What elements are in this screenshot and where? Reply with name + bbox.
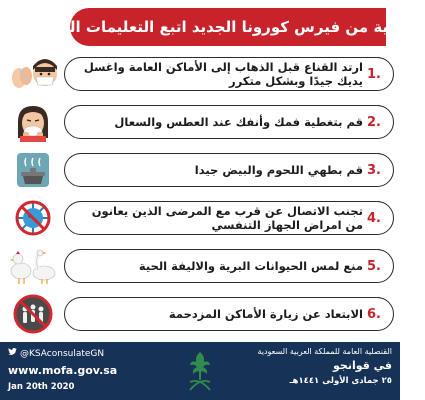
instruction-pill (64, 249, 394, 283)
list-item (8, 246, 394, 286)
twitter-icon (8, 348, 17, 359)
list-item (8, 150, 394, 190)
gregorian-date: Jan 20th 2020 (8, 382, 75, 392)
no-crowd-icon (8, 294, 58, 334)
list-item (8, 54, 394, 94)
page-title-text: للوقاية من فيرس كورونا الجديد اتبع التعليمات التالية: (31, 18, 425, 36)
list-item (8, 102, 394, 142)
consulate-name: القنصلية العامة للمملكة العربية السعودية (257, 347, 392, 356)
instruction-pill (64, 153, 394, 187)
instruction-pill (64, 297, 394, 331)
footer (0, 342, 400, 400)
cooking-pot-icon (8, 150, 58, 190)
mask-handwash-icon (8, 54, 58, 94)
social-handle-text: @KSAconsulateGN (20, 348, 105, 359)
item-number: .4 (367, 210, 381, 226)
item-number: .2 (367, 114, 381, 130)
cover-mouth-icon (8, 102, 58, 142)
no-virus-icon (8, 198, 58, 238)
footer-contact (8, 348, 158, 392)
item-text: الابتعاد عن زيارة الأماكن المزدحمة (168, 306, 363, 321)
footer-consulate (222, 348, 392, 386)
instruction-pill (64, 201, 394, 235)
item-text: ارتد القناع قبل الذهاب إلى الأماكن العامة واغسل يديك جيدًا وبشكل متكرر (83, 59, 363, 88)
instruction-pill (64, 57, 394, 91)
item-text: قم بتغطية فمك وأنفك عند العطس والسعال (114, 114, 363, 129)
page-title (31, 8, 425, 46)
social-handle[interactable] (8, 348, 158, 359)
consulate-city: في قوانجو (333, 358, 392, 372)
item-text: قم بطهي اللحوم والبيض جيدا (194, 162, 363, 177)
item-number: .1 (367, 66, 381, 82)
website-link[interactable]: www.mofa.gov.sa (8, 364, 118, 377)
saudi-emblem-icon (186, 348, 214, 394)
item-text: منع لمس الحيوانات البرية والاليفة الحية (138, 258, 363, 273)
hijri-date: ٢٥ جمادى الأولى ١٤٤١هـ (289, 375, 392, 386)
item-number: .5 (367, 258, 381, 274)
item-number: .3 (367, 162, 381, 178)
instruction-pill (64, 105, 394, 139)
chicken-goose-icon (8, 246, 58, 286)
list-item (8, 294, 394, 334)
item-text: تجنب الاتصال عن قرب مع المرضى الذين يعانون من امراض الجهاز التنفسي (91, 203, 363, 232)
item-number: .6 (367, 306, 381, 322)
list-item (8, 198, 394, 238)
